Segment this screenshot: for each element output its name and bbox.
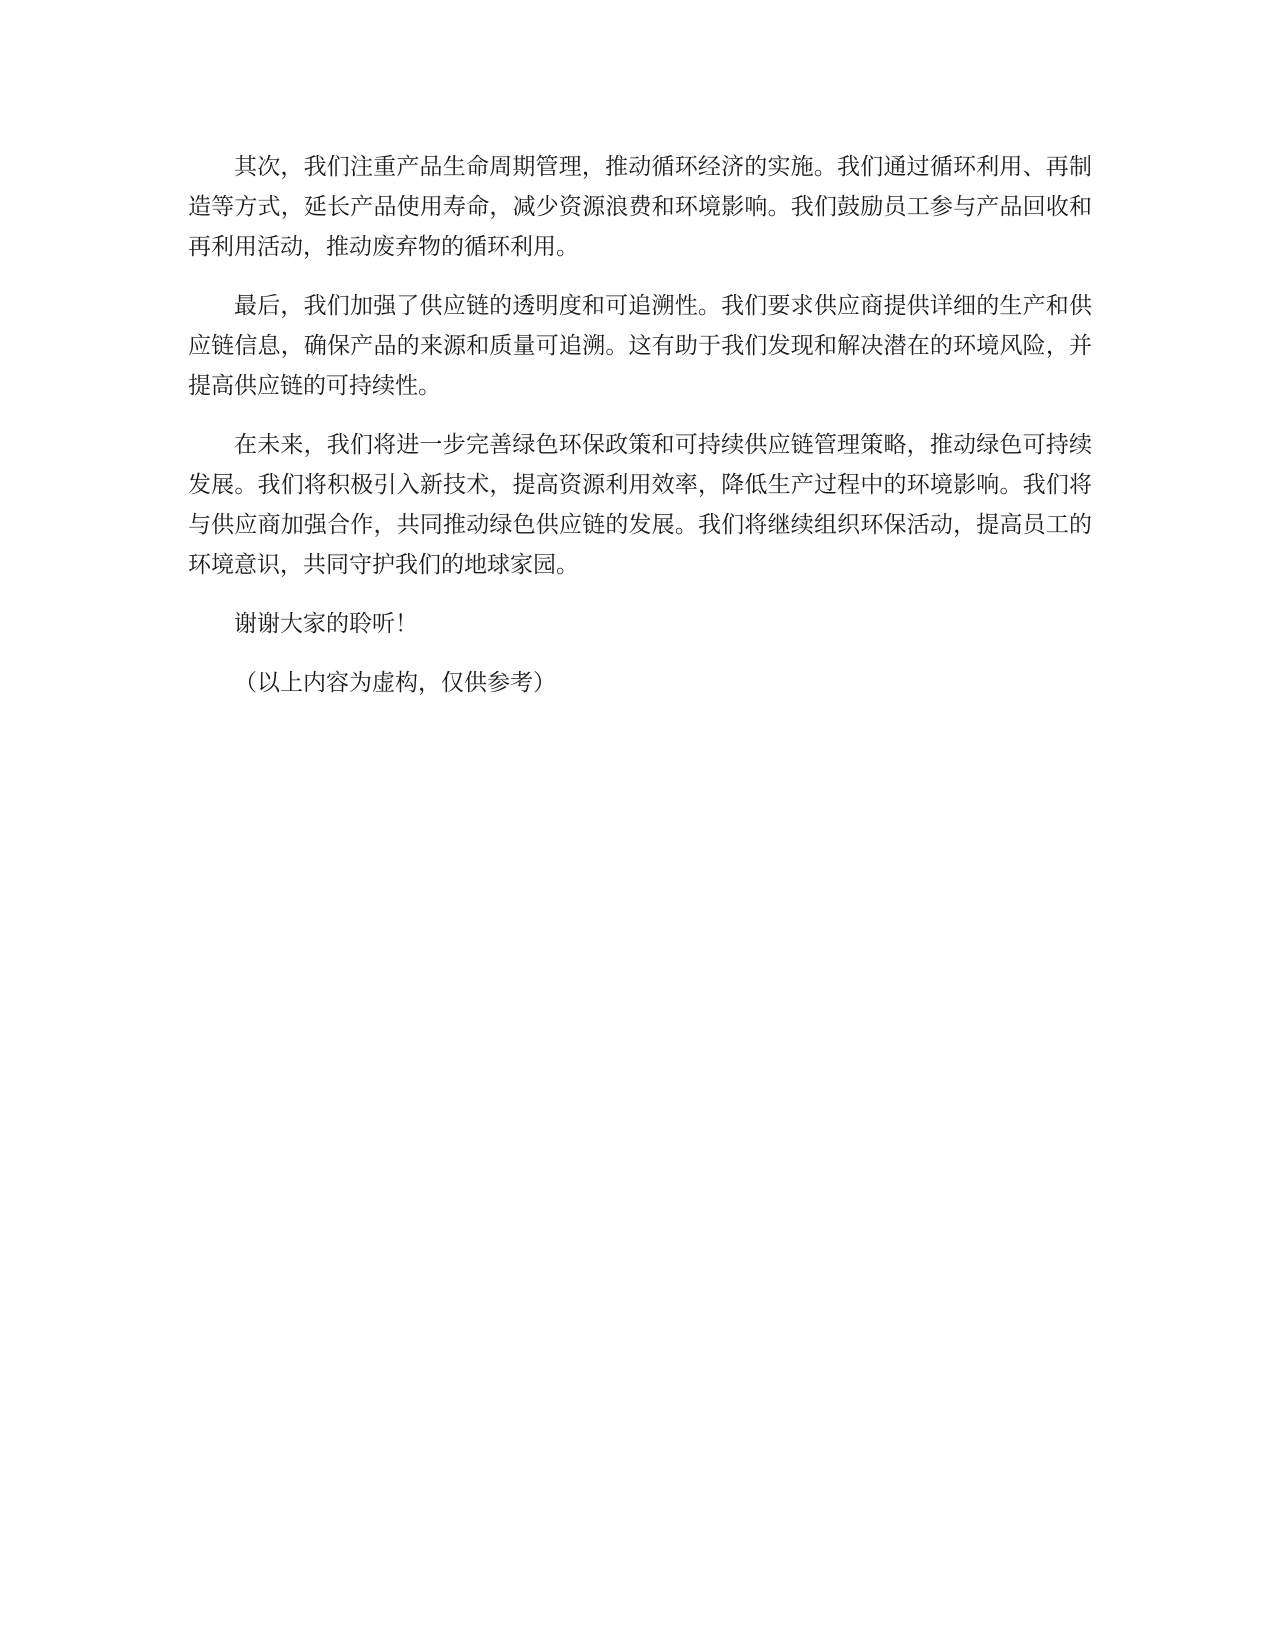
paragraph-disclaimer: （以上内容为虚构，仅供参考）	[234, 670, 556, 696]
paragraph-future: 在未来，我们将进一步完善绿色环保政策和可持续供应链管理策略，推动绿色可持续发展。我们将积极引入新技术，提高资源利用效率，降低生产过程中的环境影响。我们将与供应商加强合作，共同推动绿色供应链的发展。我们将继续组织环保活动，提高员工的环境意识，共同守护我们的地球家园。	[188, 432, 1092, 578]
paragraph-supply-chain: 最后，我们加强了供应链的透明度和可追溯性。我们要求供应商提供详细的生产和供应链信息，确保产品的来源和质量可追溯。这有助于我们发现和解决潜在的环境风险，并提高供应链的可持续性。	[188, 293, 1092, 399]
paragraph-thanks: 谢谢大家的聆听！	[234, 611, 418, 637]
document-body	[188, 147, 1092, 722]
paragraph-lifecycle: 其次，我们注重产品生命周期管理，推动循环经济的实施。我们通过循环利用、再制造等方式，延长产品使用寿命，减少资源浪费和环境影响。我们鼓励员工参与产品回收和再利用活动，推动废弃物的循环利用。	[188, 154, 1092, 260]
